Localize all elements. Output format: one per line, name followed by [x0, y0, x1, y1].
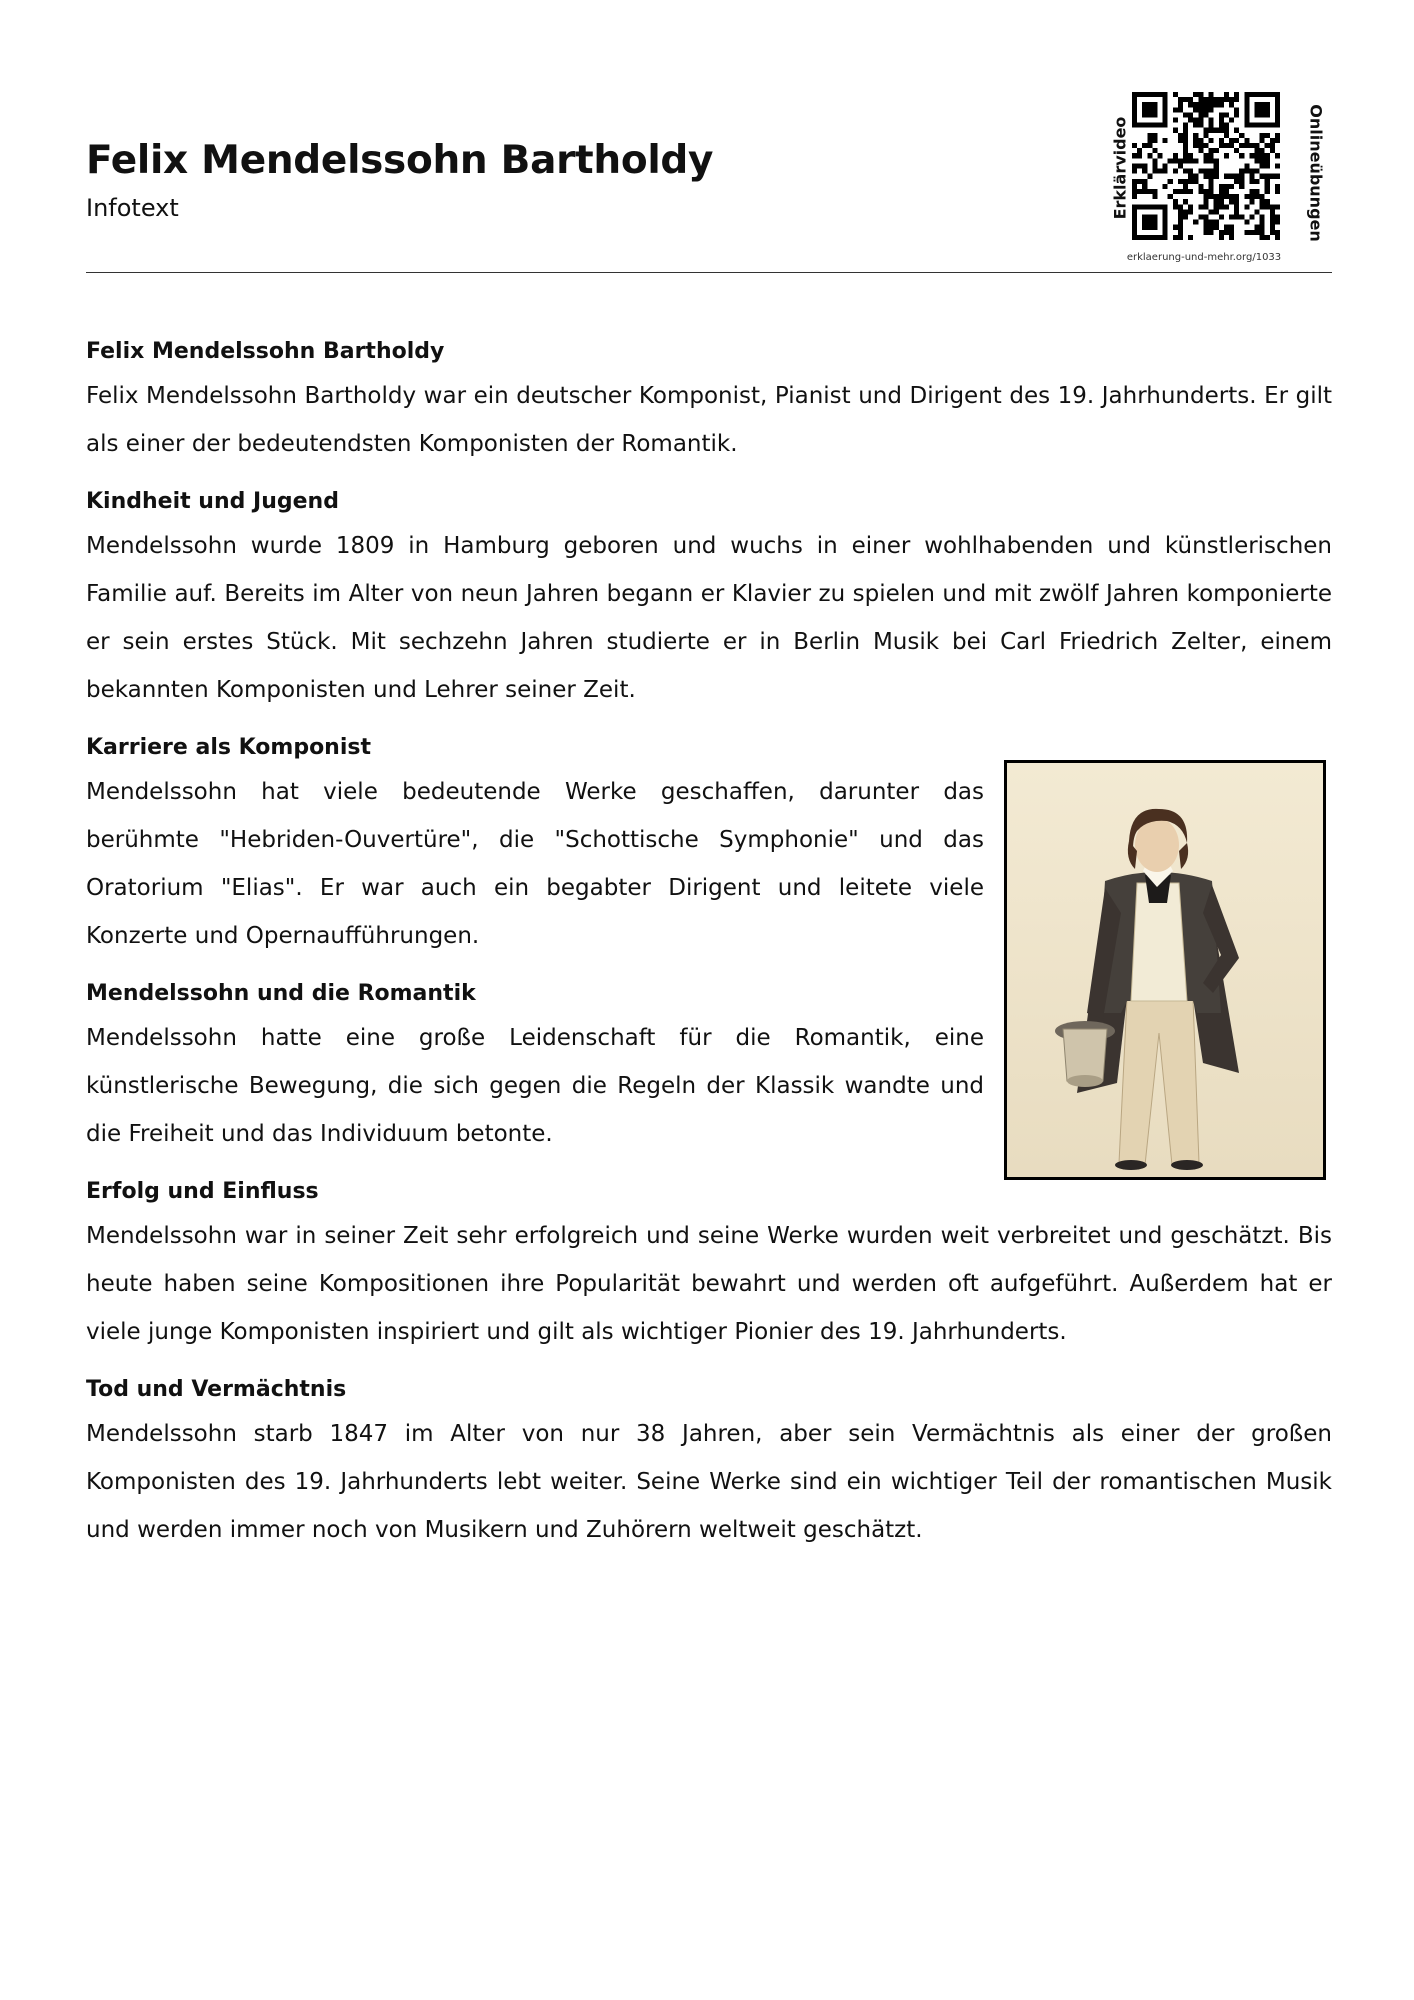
section-romanticism: [86, 974, 984, 1158]
online-exercises-text: Onlineübungen: [1306, 104, 1326, 242]
section-heading: Karriere als Komponist: [86, 735, 372, 760]
section-heading: Erfolg und Einfluss: [86, 1179, 319, 1204]
section-paragraph: Mendelssohn war in seiner Zeit sehr erfolgreich und seine Werke wurden weit verbreitet und geschätzt. Bis heute haben seine Kompositionen ihre Popularität bewahrt und werden oft aufgeführt. Außerdem hat er viele junge Komponisten inspiriert und gilt als wichtiger Pionier des 19. Jahrhunderts.: [86, 1223, 1332, 1345]
section-career: [86, 728, 984, 960]
online-exercises-label: [1296, 88, 1336, 258]
section-legacy: [86, 1370, 1332, 1554]
qr-code-icon[interactable]: [1132, 92, 1280, 240]
qr-code-block: [1096, 88, 1332, 272]
section-heading: Tod und Vermächtnis: [86, 1377, 347, 1402]
section-paragraph: Mendelssohn hatte eine große Leidenschaft für die Romantik, eine künstlerische Bewegung, die sich gegen die Regeln der Klassik wandte und die Freiheit und das Individuum betonte.: [86, 1025, 984, 1147]
section-heading: Kindheit und Jugend: [86, 489, 339, 514]
section-paragraph: Mendelssohn wurde 1809 in Hamburg geboren und wuchs in einer wohlhabenden und künstlerischen Familie auf. Bereits im Alter von neun Jahren begann er Klavier zu spielen und mit zwölf Jahren komponierte er sein erstes Stück. Mit sechzehn Jahren studierte er in Berlin Musik bei Carl Friedrich Zelter, einem bekannten Komponisten und Lehrer seiner Zeit.: [86, 533, 1332, 703]
page-title: Felix Mendelssohn Bartholdy: [86, 138, 714, 183]
section-paragraph: Felix Mendelssohn Bartholdy war ein deutscher Komponist, Pianist und Dirigent des 19. Jahrhunderts. Er gilt als einer der bedeutendsten Komponisten der Romantik.: [86, 383, 1332, 457]
section-intro: [86, 332, 1332, 468]
portrait-image: [1004, 760, 1326, 1180]
header-divider: [86, 272, 1332, 273]
section-heading: Felix Mendelssohn Bartholdy: [86, 339, 445, 364]
section-paragraph: Mendelssohn hat viele bedeutende Werke geschaffen, darunter das berühmte "Hebriden-Ouvertüre", die "Schottische Symphonie" und das Oratorium "Elias". Er war auch ein begabter Dirigent und leitete viele Konzerte und Opernaufführungen.: [86, 779, 984, 949]
section-paragraph: Mendelssohn starb 1847 im Alter von nur 38 Jahren, aber sein Vermächtnis als einer der großen Komponisten des 19. Jahrhunderts lebt weiter. Seine Werke sind ein wichtiger Teil der romantischen Musik und werden immer noch von Musikern und Zuhörern weltweit geschätzt.: [86, 1421, 1332, 1543]
qr-url: erklaerung-und-mehr.org/1033: [1126, 252, 1282, 263]
section-heading: Mendelssohn und die Romantik: [86, 981, 476, 1006]
page-subtitle: Infotext: [86, 194, 179, 222]
section-childhood: [86, 482, 1332, 714]
section-success: [86, 1172, 1332, 1356]
explainer-video-text: Erklärvideo: [1110, 116, 1130, 220]
portrait-illustration: [1007, 763, 1323, 1177]
